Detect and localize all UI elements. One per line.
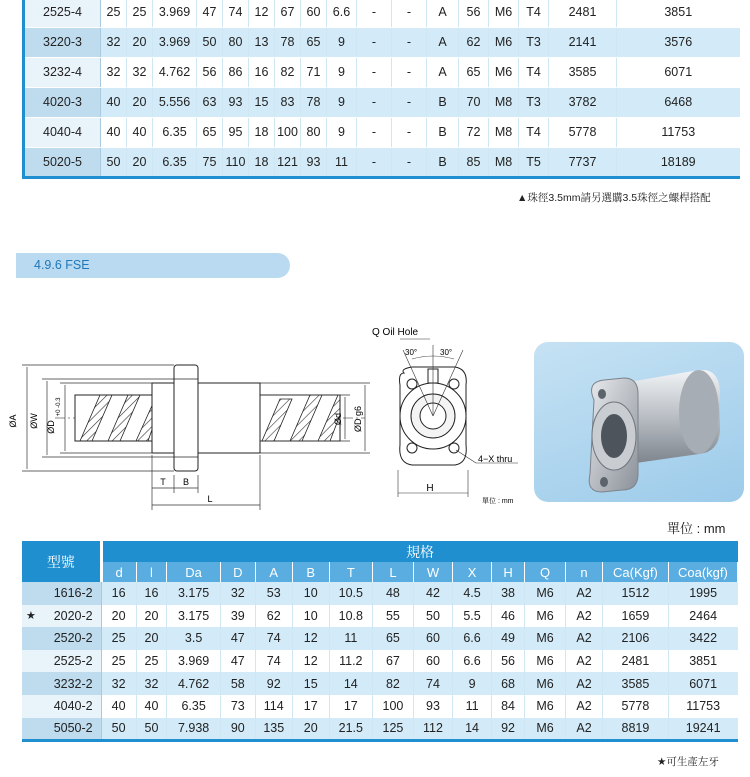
spec-cell: 3.969 (153, 0, 197, 27)
spec-cell: 100 (372, 695, 413, 718)
spec-cell: 10.5 (329, 582, 372, 605)
spec-cell: 50 (413, 605, 452, 628)
spec-cell: 82 (275, 57, 301, 87)
drawing-unit-label: 單位 : mm (482, 498, 514, 505)
table-row (22, 695, 738, 718)
spec-cell: 1512 (603, 582, 669, 605)
spec-cell: 3.175 (167, 605, 220, 628)
spec-cell: B (427, 147, 459, 177)
model-label: 2020-2 (53, 608, 93, 623)
unit-label: 單位 : mm (667, 521, 726, 536)
spec-cell: 90 (220, 718, 255, 741)
nut-body (152, 365, 260, 471)
spec-cell: 3851 (668, 650, 737, 673)
spec-cell: - (392, 57, 427, 87)
spec-cell: T4 (519, 117, 549, 147)
spec-cell: A2 (566, 672, 603, 695)
spec-cell: 20 (136, 627, 167, 650)
spec-cell: 10 (292, 605, 329, 628)
spec-cell: 32 (127, 57, 153, 87)
spec-cell: 11 (329, 627, 372, 650)
spec-cell: 47 (220, 627, 255, 650)
spec-cell: - (357, 147, 392, 177)
spec-cell: 65 (197, 117, 223, 147)
spec-cell: - (357, 27, 392, 57)
spec-cell: M6 (524, 605, 565, 628)
spec-cell: 11 (453, 695, 492, 718)
model-cell (22, 718, 101, 741)
spec-cell: 58 (220, 672, 255, 695)
spec-cell: 50 (101, 147, 127, 177)
spec-cell: 16 (136, 582, 167, 605)
spec-cell: 14 (453, 718, 492, 741)
spec-cell: 6.35 (153, 147, 197, 177)
table-row (22, 718, 738, 741)
spec-cell: 92 (492, 718, 525, 741)
spec-cell: 50 (136, 718, 167, 741)
spec-cell: 40 (101, 87, 127, 117)
spec-cell: T4 (519, 57, 549, 87)
table-row (24, 87, 740, 117)
model-cell: 5020-5 (24, 147, 101, 177)
dim-l-label: L (207, 494, 213, 504)
spec-cell: 72 (459, 117, 489, 147)
spec-cell: 47 (220, 650, 255, 673)
spec-cell: 12 (292, 627, 329, 650)
spec-cell: M6 (524, 650, 565, 673)
spec-cell: 9 (453, 672, 492, 695)
spec-cell: 11753 (617, 117, 740, 147)
spec-cell: 18189 (617, 147, 740, 177)
spec-cell: 47 (197, 0, 223, 27)
spec-cell: 71 (301, 57, 327, 87)
spec-cell: 74 (255, 650, 292, 673)
spec-cell: 12 (292, 650, 329, 673)
spec-cell: 56 (459, 0, 489, 27)
fse-spec-table (22, 541, 738, 742)
table-row (24, 147, 740, 177)
spec-cell: 83 (275, 87, 301, 117)
spec-cell: 25 (101, 650, 136, 673)
spec-cell: 65 (372, 627, 413, 650)
dim-d-tolerance: +0 -0.3 (56, 397, 62, 417)
spec-cell: - (392, 87, 427, 117)
spec-cell: 6.35 (167, 695, 220, 718)
column-header: A (255, 562, 292, 582)
spec-cell: T3 (519, 87, 549, 117)
spec-cell: 56 (197, 57, 223, 87)
model-header: 型號 (22, 541, 101, 582)
spec-cell: M6 (524, 695, 565, 718)
spec-cell: T3 (519, 27, 549, 57)
spec-cell: B (427, 87, 459, 117)
spec-cell: 25 (101, 0, 127, 27)
spec-cell: 40 (101, 117, 127, 147)
spec-cell: 16 (249, 57, 275, 87)
spec-cell: M8 (489, 147, 519, 177)
spec-cell: 16 (101, 582, 136, 605)
flanged-nut-illustration (534, 342, 744, 502)
section-title: 4.9.6 FSE (16, 253, 290, 278)
spec-cell: 93 (413, 695, 452, 718)
spec-cell: 3.969 (153, 27, 197, 57)
spec-cell: T5 (519, 147, 549, 177)
spec-cell: A2 (566, 627, 603, 650)
spec-cell: 6.6 (327, 0, 357, 27)
spec-cell: A2 (566, 695, 603, 718)
spec-cell: 95 (223, 117, 249, 147)
model-cell: 3232-4 (24, 57, 101, 87)
model-cell: 4020-3 (24, 87, 101, 117)
model-cell (22, 695, 101, 718)
spec-cell: 92 (255, 672, 292, 695)
spec-cell: 6071 (617, 57, 740, 87)
spec-cell: 11.2 (329, 650, 372, 673)
spec-cell: 4.5 (453, 582, 492, 605)
spec-cell: A2 (566, 605, 603, 628)
spec-cell: 32 (136, 672, 167, 695)
column-header: B (292, 562, 329, 582)
spec-cell: - (392, 0, 427, 27)
spec-cell: 14 (329, 672, 372, 695)
bottom-table-note: ★可生產左牙 (657, 756, 719, 768)
spec-cell: 40 (101, 695, 136, 718)
spec-cell: 78 (301, 87, 327, 117)
spec-cell: 21.5 (329, 718, 372, 741)
spec-cell: 25 (127, 0, 153, 27)
spec-cell: 3585 (549, 57, 617, 87)
spec-cell: 3782 (549, 87, 617, 117)
spec-cell: 6468 (617, 87, 740, 117)
spec-cell: 13 (249, 27, 275, 57)
spec-cell: 6.35 (153, 117, 197, 147)
spec-cell: 75 (197, 147, 223, 177)
spec-cell: 11 (327, 147, 357, 177)
spec-cell: 62 (459, 27, 489, 57)
spec-cell: 2481 (603, 650, 669, 673)
spec-cell: 6.6 (453, 627, 492, 650)
spec-cell: 74 (413, 672, 452, 695)
spec-cell: - (357, 87, 392, 117)
table-row (22, 650, 738, 673)
column-header: D (220, 562, 255, 582)
spec-cell: 11753 (668, 695, 737, 718)
dim-w-label: ØW (29, 413, 39, 429)
spec-cell: 84 (492, 695, 525, 718)
spec-cell: M8 (489, 87, 519, 117)
spec-cell: 32 (101, 672, 136, 695)
spec-cell: 85 (459, 147, 489, 177)
angle-left-label: 30° (405, 348, 418, 357)
model-label: 2525-2 (53, 654, 93, 669)
spec-cell: 60 (301, 0, 327, 27)
spec-cell: 3.969 (167, 650, 220, 673)
oil-hole-label: Q Oil Hole (372, 327, 419, 338)
spec-cell: 56 (492, 650, 525, 673)
spec-cell: 6071 (668, 672, 737, 695)
top-table-note: ▲珠徑3.5mm請另選購3.5珠徑之螺桿搭配 (517, 192, 711, 204)
spec-cell: T4 (519, 0, 549, 27)
spec-cell: 32 (220, 582, 255, 605)
spec-cell: 50 (197, 27, 223, 57)
dim-t-label: T (160, 477, 166, 487)
column-header: Coa(kgf) (668, 562, 737, 582)
spec-cell: 5778 (549, 117, 617, 147)
spec-cell: 7.938 (167, 718, 220, 741)
spec-cell: 3.175 (167, 582, 220, 605)
model-label: 5050-2 (53, 721, 93, 736)
spec-cell: 9 (327, 87, 357, 117)
spec-cell: - (392, 27, 427, 57)
spec-cell: 50 (101, 718, 136, 741)
screw-right (260, 395, 340, 441)
model-cell: 3220-3 (24, 27, 101, 57)
column-header: H (492, 562, 525, 582)
model-label: 3232-2 (53, 676, 93, 691)
spec-cell: B (427, 117, 459, 147)
spec-cell: 49 (492, 627, 525, 650)
spec-cell: 125 (372, 718, 413, 741)
spec-cell: 86 (223, 57, 249, 87)
spec-cell: 3576 (617, 27, 740, 57)
dim-b-label: B (182, 477, 190, 487)
table-row (22, 672, 738, 695)
spec-cell: 20 (127, 27, 153, 57)
spec-cell: 63 (197, 87, 223, 117)
spec-cell: 9 (327, 27, 357, 57)
spec-cell: 2481 (549, 0, 617, 27)
column-header: W (413, 562, 452, 582)
spec-cell: 3851 (617, 0, 740, 27)
spec-cell: 80 (223, 27, 249, 57)
spec-header: 規格 (101, 541, 737, 562)
spec-cell: 60 (413, 627, 452, 650)
spec-cell: 32 (101, 27, 127, 57)
spec-cell: 112 (413, 718, 452, 741)
left-hand-star-icon: ★ (26, 609, 36, 622)
table-row (22, 605, 738, 628)
spec-cell: M6 (524, 718, 565, 741)
spec-cell: 121 (275, 147, 301, 177)
spec-cell: 5.556 (153, 87, 197, 117)
spec-cell: M6 (489, 27, 519, 57)
spec-cell: 20 (292, 718, 329, 741)
model-cell (22, 627, 101, 650)
spec-cell: 40 (127, 117, 153, 147)
column-header: Da (167, 562, 220, 582)
spec-cell: 9 (327, 117, 357, 147)
spec-cell: 3.5 (167, 627, 220, 650)
spec-cell: M6 (524, 627, 565, 650)
spec-cell: 18 (249, 147, 275, 177)
spec-cell: 40 (136, 695, 167, 718)
column-header: Q (524, 562, 565, 582)
spec-cell: 2141 (549, 27, 617, 57)
spec-cell: 4.762 (153, 57, 197, 87)
spec-cell: 10 (292, 582, 329, 605)
spec-cell: 19241 (668, 718, 737, 741)
spec-cell: 78 (275, 27, 301, 57)
column-header: l (136, 562, 167, 582)
spec-cell: 39 (220, 605, 255, 628)
dim-d-label: ØD (46, 420, 56, 434)
spec-cell: 74 (223, 0, 249, 27)
spec-cell: 2106 (603, 627, 669, 650)
spec-cell: 5.5 (453, 605, 492, 628)
spec-cell: - (392, 147, 427, 177)
spec-cell: 73 (220, 695, 255, 718)
spec-cell: M6 (489, 57, 519, 87)
spec-cell: A (427, 57, 459, 87)
spec-cell: 42 (413, 582, 452, 605)
product-photo (534, 342, 744, 502)
model-cell (22, 582, 101, 605)
spec-cell: 46 (492, 605, 525, 628)
spec-cell: M6 (524, 582, 565, 605)
spec-cell: 9 (327, 57, 357, 87)
spec-cell: 114 (255, 695, 292, 718)
spec-cell: 32 (101, 57, 127, 87)
spec-cell: 25 (136, 650, 167, 673)
model-label: 1616-2 (53, 586, 93, 601)
spec-cell: 20 (101, 605, 136, 628)
spec-cell: 1995 (668, 582, 737, 605)
spec-cell: 70 (459, 87, 489, 117)
spec-cell: 62 (255, 605, 292, 628)
model-label: 2520-2 (53, 631, 93, 646)
spec-cell: - (357, 0, 392, 27)
spec-cell: 8819 (603, 718, 669, 741)
spec-cell: 15 (249, 87, 275, 117)
spec-cell: A2 (566, 582, 603, 605)
spec-cell: 65 (459, 57, 489, 87)
spec-cell: M6 (524, 672, 565, 695)
table-row (24, 27, 740, 57)
model-cell (22, 672, 101, 695)
spec-cell: 65 (301, 27, 327, 57)
dim-h-label: H (426, 483, 434, 494)
spec-cell: 20 (127, 147, 153, 177)
spec-cell: 110 (223, 147, 249, 177)
spec-cell: 3585 (603, 672, 669, 695)
spec-cell: 74 (255, 627, 292, 650)
spec-cell: 6.6 (453, 650, 492, 673)
angle-right-label: 30° (440, 348, 453, 357)
spec-cell: M8 (489, 117, 519, 147)
spec-cell: 82 (372, 672, 413, 695)
spec-cell: A (427, 27, 459, 57)
model-label: 4040-2 (53, 699, 93, 714)
table-row (24, 0, 740, 27)
spec-cell: 17 (292, 695, 329, 718)
spec-cell: 1659 (603, 605, 669, 628)
spec-cell: 80 (301, 117, 327, 147)
table-row (22, 582, 738, 605)
thread-note-label: 4−X thru (478, 454, 513, 464)
model-cell (22, 650, 101, 673)
model-cell: 2525-4 (24, 0, 101, 27)
spec-cell: 2464 (668, 605, 737, 628)
spec-cell: 93 (223, 87, 249, 117)
spec-cell: - (392, 117, 427, 147)
spec-cell: 93 (301, 147, 327, 177)
dim-dg6-label: ØD g6 (353, 405, 363, 433)
spec-cell: 67 (275, 0, 301, 27)
spec-cell: 60 (413, 650, 452, 673)
spec-cell: 12 (249, 0, 275, 27)
screw-left (75, 395, 155, 441)
spec-cell: 3422 (668, 627, 737, 650)
table-row (24, 57, 740, 87)
fse-technical-drawing (0, 315, 530, 515)
spec-cell: 25 (101, 627, 136, 650)
column-header: T (329, 562, 372, 582)
column-header: L (372, 562, 413, 582)
spec-cell: 55 (372, 605, 413, 628)
table-row (22, 627, 738, 650)
spec-cell: 100 (275, 117, 301, 147)
spec-cell: A2 (566, 650, 603, 673)
dim-small-d-label: Ød (333, 412, 343, 426)
spec-cell: 5778 (603, 695, 669, 718)
column-header: X (453, 562, 492, 582)
spec-cell: 135 (255, 718, 292, 741)
column-header: n (566, 562, 603, 582)
spec-cell: 15 (292, 672, 329, 695)
column-header: Ca(Kgf) (603, 562, 669, 582)
spec-cell: 48 (372, 582, 413, 605)
spec-cell: - (357, 57, 392, 87)
spec-cell: M6 (489, 0, 519, 27)
spec-cell: - (357, 117, 392, 147)
spec-cell: 18 (249, 117, 275, 147)
spec-cell: 17 (329, 695, 372, 718)
spec-cell: 20 (127, 87, 153, 117)
spec-cell: 67 (372, 650, 413, 673)
spec-cell: 53 (255, 582, 292, 605)
model-cell: 4040-4 (24, 117, 101, 147)
spec-cell: 7737 (549, 147, 617, 177)
model-cell (22, 605, 101, 628)
spec-cell: 38 (492, 582, 525, 605)
column-header: d (101, 562, 136, 582)
table-row (24, 117, 740, 147)
spec-cell: 4.762 (167, 672, 220, 695)
spec-cell: 68 (492, 672, 525, 695)
spec-cell: A2 (566, 718, 603, 741)
spec-cell: 10.8 (329, 605, 372, 628)
spec-cell: A (427, 0, 459, 27)
dim-a-label: ØA (8, 414, 18, 428)
spec-cell: 20 (136, 605, 167, 628)
top-spec-table (22, 0, 740, 179)
